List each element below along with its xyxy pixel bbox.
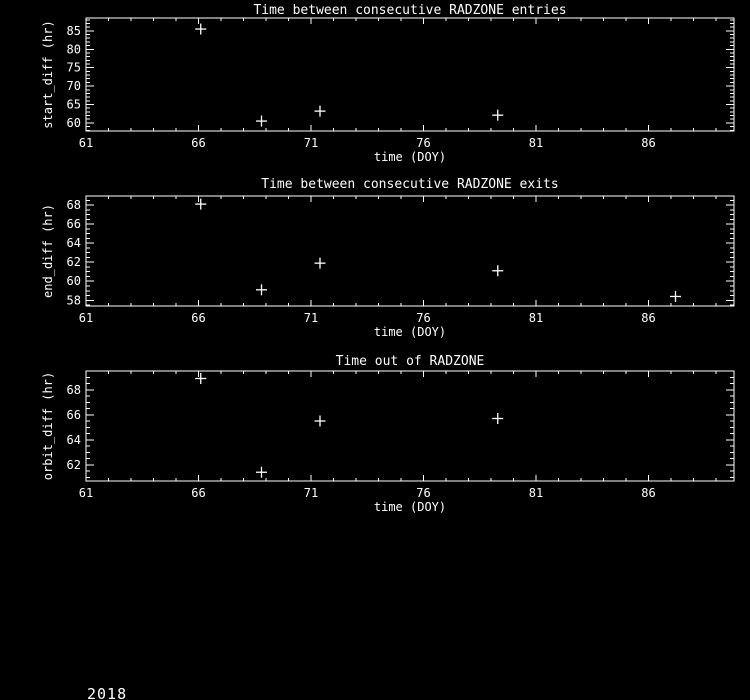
x-tick-label: 86 <box>641 311 656 325</box>
data-point-marker <box>492 413 503 424</box>
y-tick-label: 58 <box>66 293 81 308</box>
data-point-marker <box>195 24 206 35</box>
scatter-panel-radzone-entries <box>41 3 734 164</box>
x-tick-label: 81 <box>528 486 544 500</box>
y-tick-label: 75 <box>66 60 81 75</box>
data-point-marker <box>195 199 206 210</box>
scatter-panel-radzone-exits <box>41 177 734 339</box>
x-tick-label: 71 <box>303 136 319 150</box>
data-point-marker <box>315 416 326 427</box>
y-axis-label: end_diff (hr) <box>41 204 55 298</box>
x-tick-label: 76 <box>416 311 431 325</box>
y-axis-label: start_diff (hr) <box>41 20 55 129</box>
x-tick-label: 66 <box>191 486 206 500</box>
x-tick-label: 61 <box>78 486 94 500</box>
y-tick-label: 65 <box>66 97 81 112</box>
y-tick-label: 68 <box>66 382 81 397</box>
y-tick-label: 64 <box>66 236 81 251</box>
y-tick-label: 64 <box>66 432 81 447</box>
y-axis-label: orbit_diff (hr) <box>41 371 55 481</box>
y-tick-label: 62 <box>66 457 81 472</box>
panel-title: Time between consecutive RADZONE entries <box>253 3 567 18</box>
y-tick-label: 68 <box>66 198 81 213</box>
data-point-marker <box>195 373 206 384</box>
y-tick-label: 60 <box>66 274 81 289</box>
plot-box <box>86 18 734 131</box>
data-point-marker <box>256 116 267 127</box>
x-tick-label: 66 <box>191 136 206 150</box>
data-point-marker <box>670 291 681 302</box>
x-tick-label: 61 <box>78 136 94 150</box>
x-tick-label: 76 <box>416 136 431 150</box>
year-label: 2018 <box>87 685 128 700</box>
plot-box <box>86 196 734 306</box>
data-point-marker <box>315 258 326 269</box>
scatter-panel-time-out-of-radzone <box>41 354 734 514</box>
y-tick-label: 80 <box>66 42 81 57</box>
data-point-marker <box>256 467 267 478</box>
data-point-marker <box>492 110 503 121</box>
x-tick-label: 61 <box>78 311 94 325</box>
x-tick-label: 71 <box>303 311 319 325</box>
y-tick-label: 60 <box>66 115 81 130</box>
x-tick-label: 81 <box>528 136 544 150</box>
data-point-marker <box>315 106 326 117</box>
y-tick-label: 66 <box>66 217 81 232</box>
x-tick-label: 81 <box>528 311 544 325</box>
x-tick-label: 86 <box>641 136 656 150</box>
panel-title: Time between consecutive RADZONE exits <box>261 177 559 192</box>
y-tick-label: 66 <box>66 407 81 422</box>
panel-title: Time out of RADZONE <box>335 354 485 369</box>
x-axis-label: time (DOY) <box>373 500 447 514</box>
x-tick-label: 76 <box>416 486 431 500</box>
y-tick-label: 85 <box>66 23 81 38</box>
x-axis-label: time (DOY) <box>373 150 447 164</box>
data-point-marker <box>492 265 503 276</box>
x-tick-label: 71 <box>303 486 319 500</box>
x-tick-label: 66 <box>191 311 206 325</box>
data-point-marker <box>256 284 267 295</box>
x-tick-label: 86 <box>641 486 656 500</box>
y-tick-label: 62 <box>66 255 81 270</box>
x-axis-label: time (DOY) <box>373 325 447 339</box>
plot-box <box>86 371 734 481</box>
y-tick-label: 70 <box>66 79 81 94</box>
